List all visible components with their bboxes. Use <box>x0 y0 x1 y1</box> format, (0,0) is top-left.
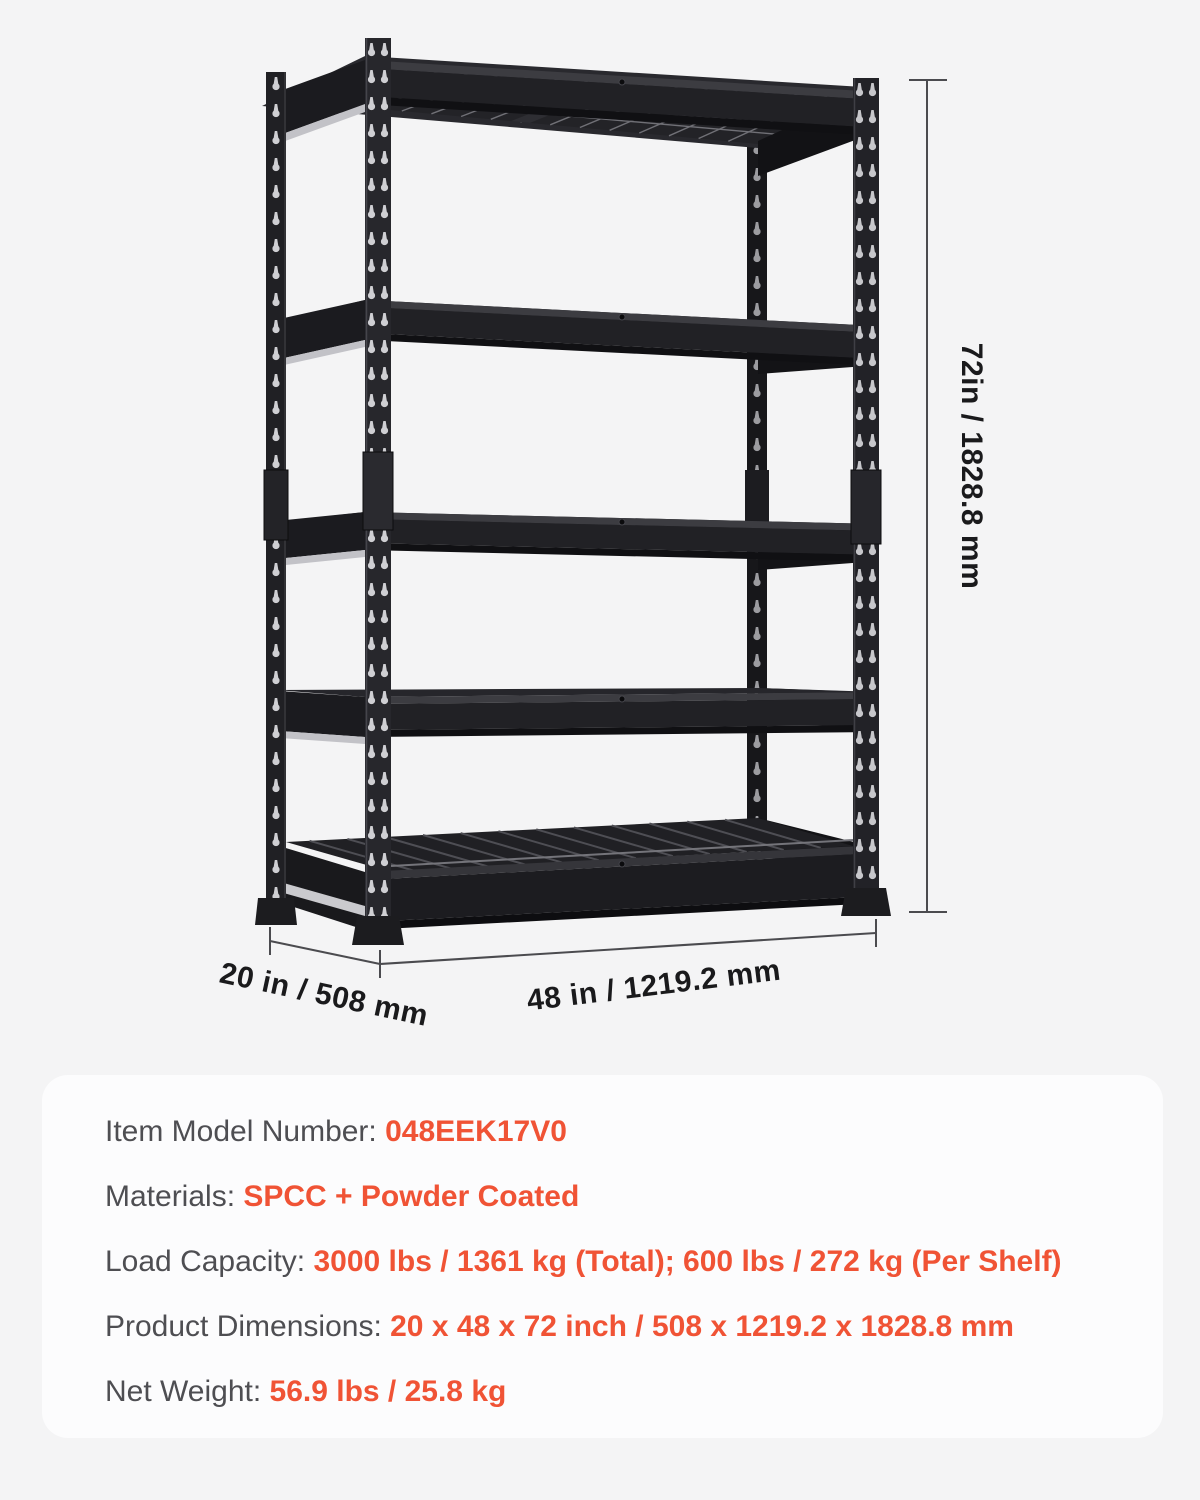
spec-row-materials <box>105 1164 1123 1229</box>
spec-panel <box>42 1075 1163 1438</box>
rack-post-back-left <box>255 72 297 925</box>
spec-row-load-capacity <box>105 1229 1123 1294</box>
spec-value: 56.9 lbs / 25.8 kg <box>269 1374 507 1408</box>
rack-post-front-left <box>352 38 404 945</box>
spec-value: SPCC + Powder Coated <box>243 1179 580 1213</box>
rack-shelf-4 <box>266 688 879 744</box>
spec-row-product-dimensions <box>105 1294 1123 1359</box>
rack-post-front-right <box>841 78 891 916</box>
spec-row-model-number <box>105 1099 1123 1164</box>
height-dimension-line <box>909 80 947 912</box>
rack-shelf-5 <box>266 818 879 930</box>
spec-label: Item Model Number: <box>105 1114 386 1148</box>
spec-label: Product Dimensions: <box>105 1309 391 1343</box>
width-dimension-label: 48 in / 1219.2 mm <box>525 953 783 1018</box>
spec-value: 3000 lbs / 1361 kg (Total); 600 lbs / 272 kg (Per Shelf) <box>313 1244 1062 1278</box>
rack-foot-back-left <box>255 898 297 925</box>
height-dimension-label: 72in / 1828.8 mm <box>955 342 988 590</box>
spec-label: Materials: <box>105 1179 244 1213</box>
spec-value: 20 x 48 x 72 inch / 508 x 1219.2 x 1828.8 mm <box>390 1309 1014 1343</box>
rack-shelf-1 <box>262 56 879 176</box>
spec-value: 048EEK17V0 <box>385 1114 567 1148</box>
rack-foot-front-left <box>352 916 404 945</box>
spec-row-net-weight <box>105 1359 1123 1424</box>
rack-shelf-2 <box>266 300 879 374</box>
spec-label: Load Capacity: <box>105 1244 314 1278</box>
depth-dimension-label: 20 in / 508 mm <box>216 956 432 1033</box>
rack-foot-front-right <box>841 888 891 916</box>
spec-label: Net Weight: <box>105 1374 270 1408</box>
width-dimension-line <box>380 919 876 964</box>
rack-shelf-3 <box>266 512 879 570</box>
